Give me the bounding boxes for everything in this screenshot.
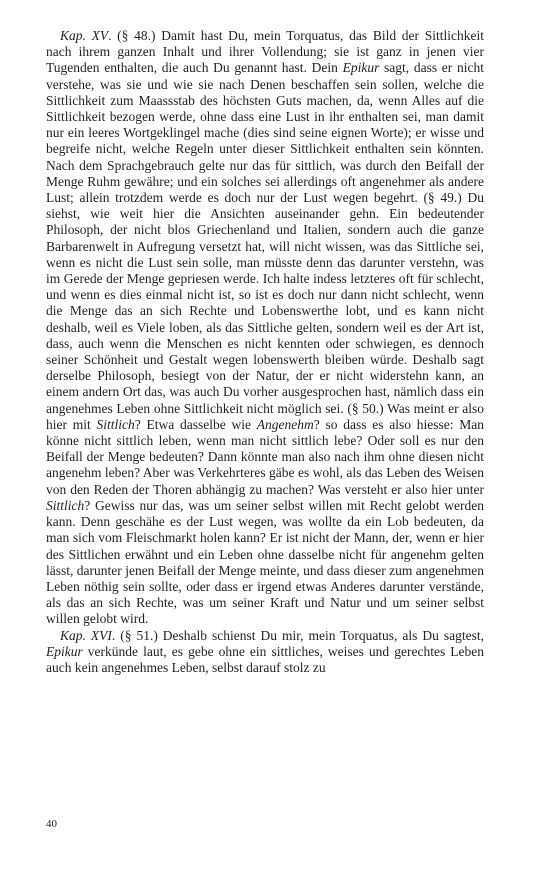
text-run: verkünde laut, es gebe ohne ein sittliches, weises und gerechtes Leben auch kein angenehmes Leben, selbst darauf stolz zu <box>46 643 484 675</box>
text-run: ? Etwa dasselbe wie <box>134 416 257 432</box>
text-run: . (§ 48.) Damit hast Du, mein Torquatus, das Bild der Sittlichkeit nach ihrem ganzen Inhalt und ihrer Vollendung; sie ist ganz in jenen vier Tugenden enthalten, die auch Du genannt hast. Dein <box>46 28 484 76</box>
italic-text-run: Sittlich <box>96 416 135 432</box>
text-run: ? Gewiss nur das, was um seiner selbst willen mit Recht gelobt werden kann. Denn geschähe es der Lust wegen, was wollte da ein Lob bedeuten, da man sich vom Fleischmarkt holen kann? Er ist nicht der Mann, der, wenn er hier des Sittlichen erwähnt und ein Leben ohne dasselbe nicht für angenehm gelten lässt, darunter jenen Beifall der Menge meinte, und dass dieser zum angenehmen Leben nöthig sein sollte, oder dass er irgend etwas Anderes darunter verstände, als das an sich Rechte, was um seiner Kraft und Natur und um seiner selbst willen gelobt wird. <box>46 497 484 627</box>
italic-text-run: Sittlich <box>46 497 85 513</box>
italic-text-run: Epikur <box>46 643 83 659</box>
italic-text-run: Epikur <box>342 60 380 76</box>
italic-text-run: Kap. XV <box>60 28 109 43</box>
paragraph-body <box>46 628 484 675</box>
text-run: sagt, dass er nicht verstehe, was sie und wie sie nach Denen beschaffen sein sollen, welche die Sittlichkeit zum Maassstab des höchsten Guts machen, da, wenn Alles auf die Sittlichkeit bezogen werde, ohne dass eine Lust in ihr enthalten sei, man damit nur ein leeres Wortgeklingel mache (dies sind seine eignen Worte); er wisse und begreife nicht, welche Regeln unter dieser Sittlichkeit enthalten sein könnten. Nach dem Sprachgebrauch gelte nur das für sittlich, was durch den Beifall der Menge Ruhm gewähre; und ein solches sei allerdings oft angenehmer als andere Lust; allein trotzdem werde es doch nur der Lust wegen begehrt. (§ 49.) Du siehst, wie weit hier die Ansichten auseinander gehn. Ein bedeutender Philosoph, der nicht blos Griechenland und Italien, sondern auch die ganze Barbarenwelt in Aufregung versetzt hat, will nicht wissen, was das Sittliche sei, wenn es nicht die Lust sein solle, man müsste denn das darunter verstehn, was im Gerede der Menge gepriesen werde. Ich halte indess letzteres oft für schlecht, und wenn es dies einmal nicht ist, so ist es doch nur dann nicht schlecht, wenn die Menge das an sich Rechte und Lobenswerthe lobt, und es kann nicht deshalb, weil es Viele loben, als das Sittliche gelten, sondern weil es der Art ist, dass, auch wenn die Menschen es nicht kennten oder schwiegen, es dennoch seiner Schönheit und Gestalt wegen lobenswerth bleiben würde. Deshalb sagt derselbe Philosoph, besiegt von der Natur, der er nicht widerstehn kann, an einem andern Ort das, was auch Du vorher ausgesprochen hast, nämlich dass ein angenehmes Leben ohne Sittlichkeit nicht möglich sei. (§ 50.) Was meint er also hier mit <box>46 60 484 432</box>
paragraph-kap-xvi <box>46 628 484 677</box>
text-run: ? so dass es also hiesse: Man könne nicht sittlich leben, wenn man nicht sittlich lebe? Oder soll es nur den Beifall der Menge bedeuten? Dann könnte man also nach ihm ohne diesen nicht angenehm leben? Aber was Verkehrteres gäbe es wohl, als das Leben des Weisen von den Reden der Thoren abhängig zu machen? Was versteht er also hier unter <box>46 416 484 497</box>
text-run: . (§ 51.) Deshalb schienst Du mir, mein Torquatus, als Du sagtest, <box>111 627 484 643</box>
paragraph-body <box>46 28 484 626</box>
paragraph-kap-xv <box>46 28 484 628</box>
page-number: 40 <box>46 818 57 830</box>
italic-text-run: Angenehm <box>256 416 314 432</box>
italic-text-run: Kap. XVI <box>60 627 112 643</box>
